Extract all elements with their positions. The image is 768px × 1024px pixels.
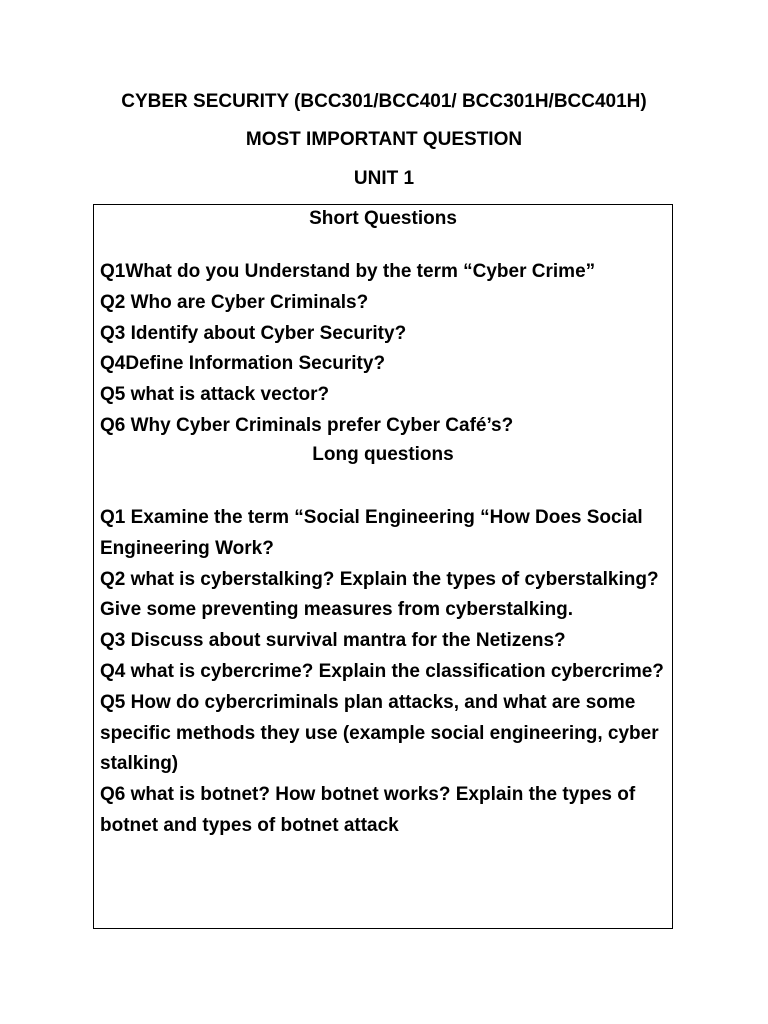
long-question-item: Q2 what is cyberstalking? Explain the types of cyberstalking? Give some preventing measures from cyberstalking. xyxy=(100,568,659,621)
long-question-item: Q1 Examine the term “Social Engineering “How Does Social Engineering Work? xyxy=(100,507,643,559)
short-question-item: Q2 Who are Cyber Criminals? xyxy=(100,291,369,313)
questions-box xyxy=(93,204,673,929)
short-question-item: Q5 what is attack vector? xyxy=(100,384,330,406)
short-questions-list xyxy=(100,257,666,442)
short-question-item: Q1What do you Understand by the term “Cyber Crime” xyxy=(100,261,596,282)
document-subtitle: MOST IMPORTANT QUESTION xyxy=(245,129,523,150)
long-questions-list xyxy=(100,503,666,842)
long-question-item: Q3 Discuss about survival mantra for the Netizens? xyxy=(100,630,566,652)
unit-heading: UNIT 1 xyxy=(353,168,415,189)
long-questions-title: Long questions xyxy=(312,444,454,465)
short-questions-title: Short Questions xyxy=(309,208,457,229)
long-question-item: Q4 what is cybercrime? Explain the classification cybercrime? xyxy=(100,660,664,682)
long-question-item: Q5 How do cybercriminals plan attacks, and what are some specific methods they use (example social engineering, cyber stalking) xyxy=(100,691,659,775)
document-title: CYBER SECURITY (BCC301/BCC401/ BCC301H/BCC401H) xyxy=(121,91,647,112)
short-question-item: Q3 Identify about Cyber Security? xyxy=(100,322,407,344)
short-question-item: Q4Define Information Security? xyxy=(100,353,386,375)
short-question-item: Q6 Why Cyber Criminals prefer Cyber Café’s? xyxy=(100,414,514,436)
long-question-item: Q6 what is botnet? How botnet works? Explain the types of botnet and types of botnet attack xyxy=(100,784,636,836)
